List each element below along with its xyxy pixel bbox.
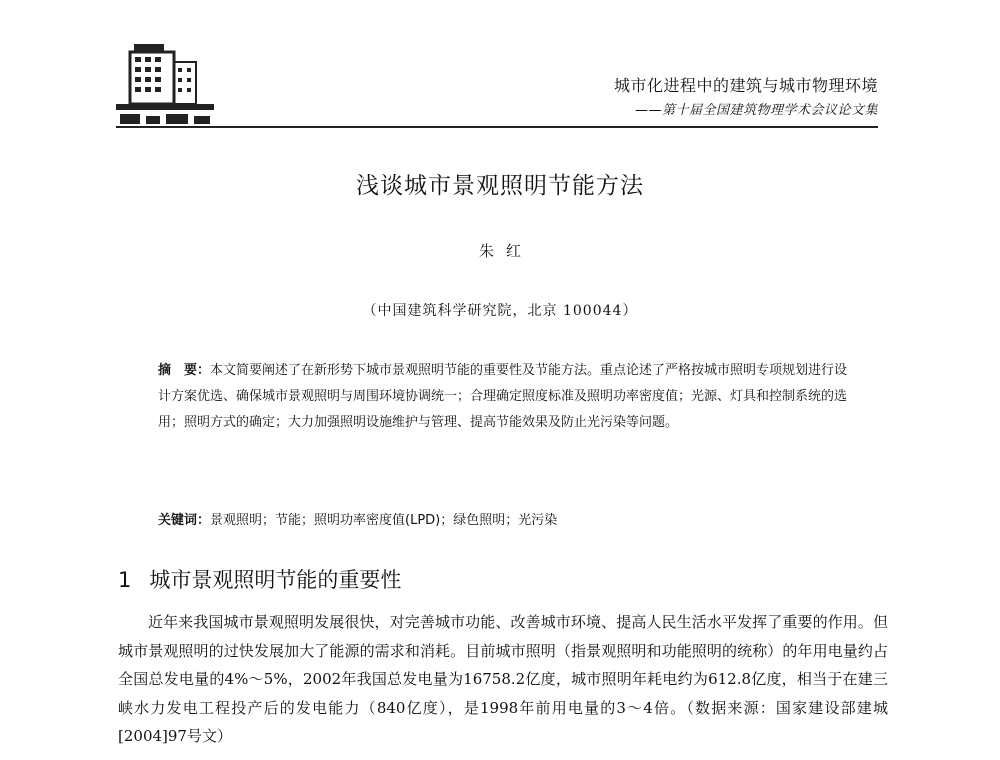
keywords-text: 景观照明；节能；照明功率密度值(LPD)；绿色照明；光污染 (210, 513, 558, 528)
section-body (118, 608, 888, 751)
affiliation: （中国建筑科学研究院，北京 100044） (362, 303, 638, 319)
conference-logo (116, 40, 214, 128)
keywords (158, 510, 878, 532)
author: 朱红 (478, 242, 533, 260)
proceedings-subtitle: ——第十届全国建筑物理学术会议论文集 (634, 103, 878, 118)
section-number: 1 (118, 568, 132, 592)
keywords-label: 关键词： (158, 513, 211, 528)
abstract-text: 本文简要阐述了在新形势下城市景观照明节能的重要性及节能方法。重点论述了严格按城市照明专项规划进行设计方案优选、确保城市景观照明与周围环境协调统一；合理确定照度标准及照明功率密度值；光源、灯具和控制系统的选用；照明方式的确定；大力加强照明设施维护与管理、提高节能效果及防止光污染等问题。 (158, 363, 848, 430)
abstract-label: 摘 要： (158, 363, 211, 378)
section-heading (118, 564, 401, 594)
abstract (158, 358, 858, 436)
paper-title: 浅谈城市景观照明节能方法 (356, 173, 644, 199)
proceedings-title: 城市化进程中的建筑与城市物理环境 (613, 76, 878, 95)
section-title: 城市景观照明节能的重要性 (149, 568, 402, 592)
paragraph: 近年来我国城市景观照明发展很快，对完善城市功能、改善城市环境、提高人民生活水平发挥了重要的作用。但城市景观照明的过快发展加大了能源的需求和消耗。目前城市照明（指景观照明和功能照明的统称）的年用电量约占全国总发电量的4%～5%，2002年我国总发电量为16758.2亿度，城市照明年耗电约为612.8亿度，相当于在建三峡水力发电工程投产后的发电能力（840亿度），是1998年前用电量的3～4倍。（数据来源：国家建设部建城[2004]97号文） (118, 613, 888, 745)
header-divider (116, 126, 878, 128)
